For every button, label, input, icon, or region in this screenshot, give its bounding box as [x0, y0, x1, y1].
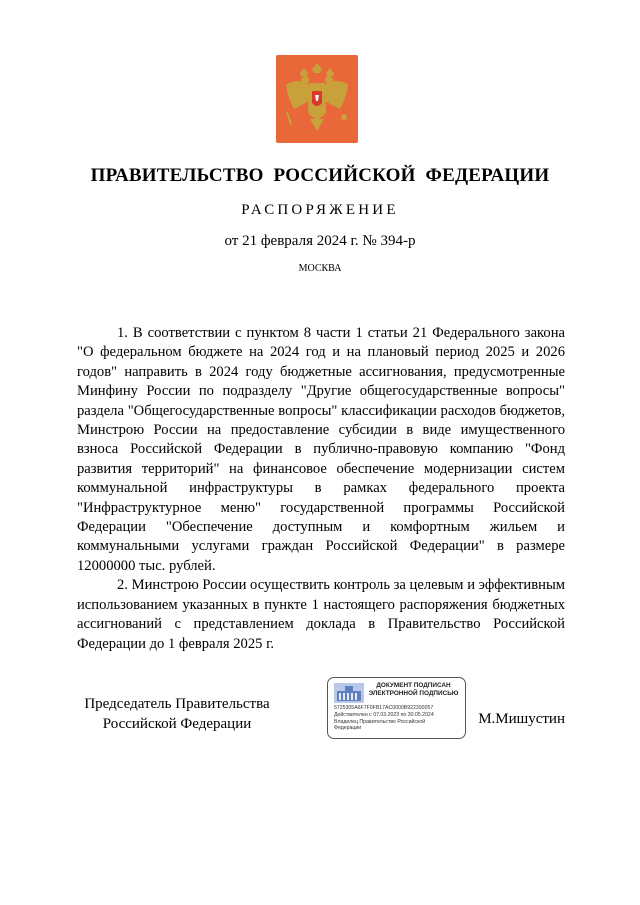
document-body [77, 324, 565, 654]
document-date-number: от 21 февраля 2024 г. № 394-р [224, 233, 416, 249]
signatory-position [79, 694, 275, 734]
stamp-certificate: 5725305A6F7F0FB17AC0000B922300057 [334, 705, 434, 711]
signatory-name: М.Мишустин [478, 711, 565, 727]
stamp-validity: Действителен с 07.03.2023 по 30.05.2024 [334, 712, 434, 718]
coat-of-arms-icon [276, 55, 358, 143]
signatory-position-line1: Председатель Правительства [84, 696, 270, 712]
electronic-signature-stamp [327, 677, 466, 739]
paragraph-1: 1. В соответствии с пунктом 8 части 1 статьи 21 Федерального закона "О федеральном бюджете на 2024 год и на плановый период 2025 и 2026 годов" направить в 2024 году бюджетные ассигнования, предусмотренные Минфину России по подразделу "Другие общегосударственные вопросы" раздела "Общегосударственные вопросы" классификации расходов бюджетов, Минстрою России на предоставление субсидии в виде имущественного взноса Российской Федерации в публично-правовую компанию "Фонд развития территорий" на финансовое обеспечение модернизации систем коммунальной инфраструктуры в рамках федерального проекта "Инфраструктурное меню" государственной программы Российской Федерации "Обеспечение доступным и комфортным жильем и коммунальными услугами граждан Российской Федерации" в размере 12000000 тыс. рублей. [77, 325, 565, 574]
document-city: МОСКВА [298, 263, 342, 274]
document-type: РАСПОРЯЖЕНИЕ [241, 202, 399, 218]
double-headed-eagle-icon [276, 55, 358, 143]
stamp-owner-line2: Федерации [334, 725, 362, 731]
signatory-position-line2: Российской Федерации [102, 716, 252, 732]
government-title: ПРАВИТЕЛЬСТВО РОССИЙСКОЙ ФЕДЕРАЦИИ [90, 165, 550, 186]
stamp-owner-line1: Владелец Правительство Российской [334, 719, 426, 725]
paragraph-2: 2. Минстрою России осуществить контроль за целевым и эффективным использованием указанных в пункте 1 настоящего распоряжения бюджетных ассигнований с представлением доклада в Правительство Российской Федерации до 1 февраля 2025 г. [77, 577, 565, 652]
government-building-icon [334, 683, 364, 703]
stamp-title: ДОКУМЕНТ ПОДПИСАН ЭЛЕКТРОННОЙ ПОДПИСЬЮ [368, 682, 459, 697]
